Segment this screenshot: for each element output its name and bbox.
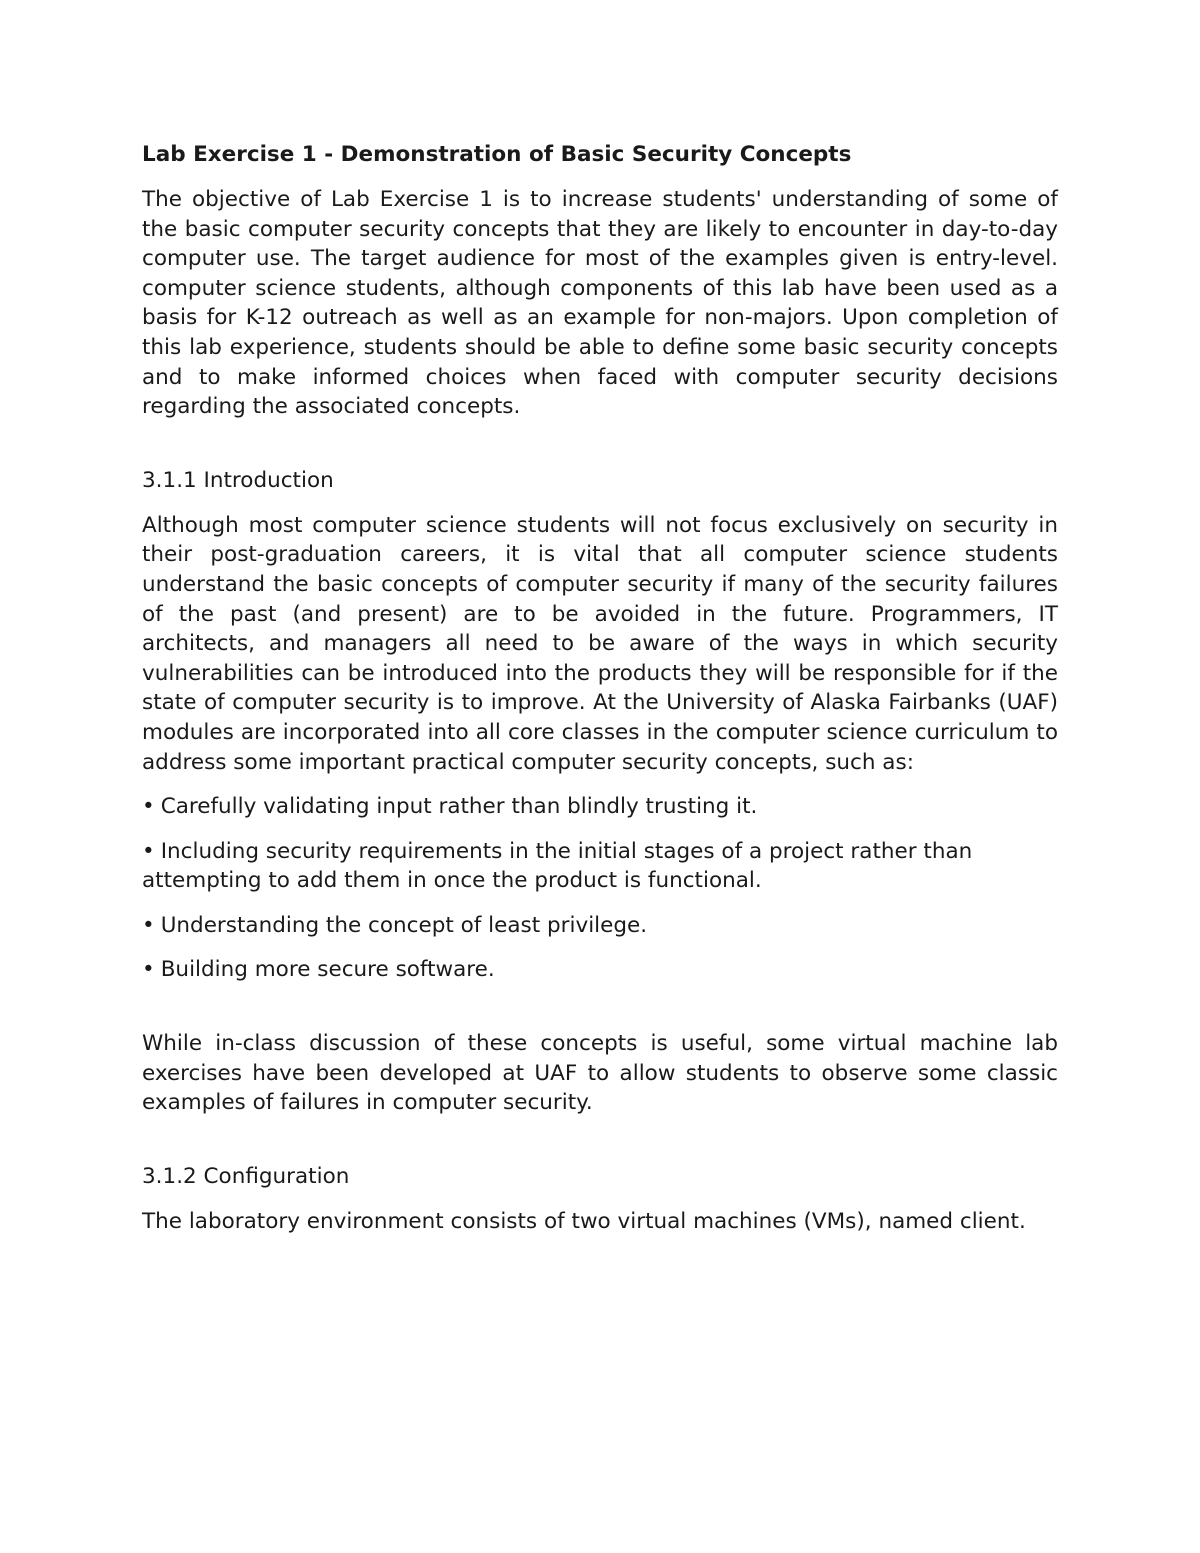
list-item: [142, 911, 1058, 941]
bullet-text: Understanding the concept of least privilege.: [160, 912, 648, 938]
bullet-icon: •: [142, 838, 155, 864]
concept-bullet-list: [142, 792, 1058, 985]
bullet-text: Building more secure software.: [160, 957, 495, 983]
document-page: [142, 140, 1058, 1251]
list-item: [142, 792, 1058, 822]
list-item: [142, 837, 1058, 896]
section-heading-introduction: 3.1.1 Introduction: [142, 467, 334, 493]
introduction-paragraph: Although most computer science students will not focus exclusively on security in their post-graduation careers, it is vital that all computer science students understand the basic concepts of computer security if many of the security failures of the past (and present) are to be avoided in the future. Programmers, IT architects, and managers all need to be aware of the ways in which security vulnerabilities can be introduced into the products they will be responsible for if the state of computer security is to improve. At the University of Alaska Fairbanks (UAF) modules are incorporated into all core classes in the computer science curriculum to address some important practical computer security concepts, such as:: [142, 512, 1058, 775]
bullet-icon: •: [142, 957, 155, 983]
intro-paragraph: The objective of Lab Exercise 1 is to increase students' understanding of some of the basic computer security concepts that they are likely to encounter in day-to-day computer use. The target audience for most of the examples given is entry-level. computer science students, although components of this lab have been used as a basis for K-12 outreach as well as an example for non-majors. Upon completion of this lab experience, students should be able to define some basic security concepts and to make informed choices when faced with computer security decisions regarding the associated concepts.: [142, 187, 1058, 420]
configuration-paragraph: The laboratory environment consists of two virtual machines (VMs), named client.: [142, 1208, 1026, 1234]
closing-paragraph: While in-class discussion of these concepts is useful, some virtual machine lab exercises have been developed at UAF to allow students to observe some classic examples of failures in computer security.: [142, 1031, 1058, 1116]
section-heading-configuration: 3.1.2 Configuration: [142, 1163, 350, 1189]
list-item: [142, 955, 1058, 985]
document-title: Lab Exercise 1 - Demonstration of Basic Security Concepts: [142, 142, 852, 167]
bullet-icon: •: [142, 912, 155, 938]
bullet-text: Including security requirements in the initial stages of a project rather than attempting to add them in once the product is functional.: [142, 838, 973, 894]
bullet-icon: •: [142, 794, 155, 820]
bullet-text: Carefully validating input rather than blindly trusting it.: [160, 794, 758, 820]
